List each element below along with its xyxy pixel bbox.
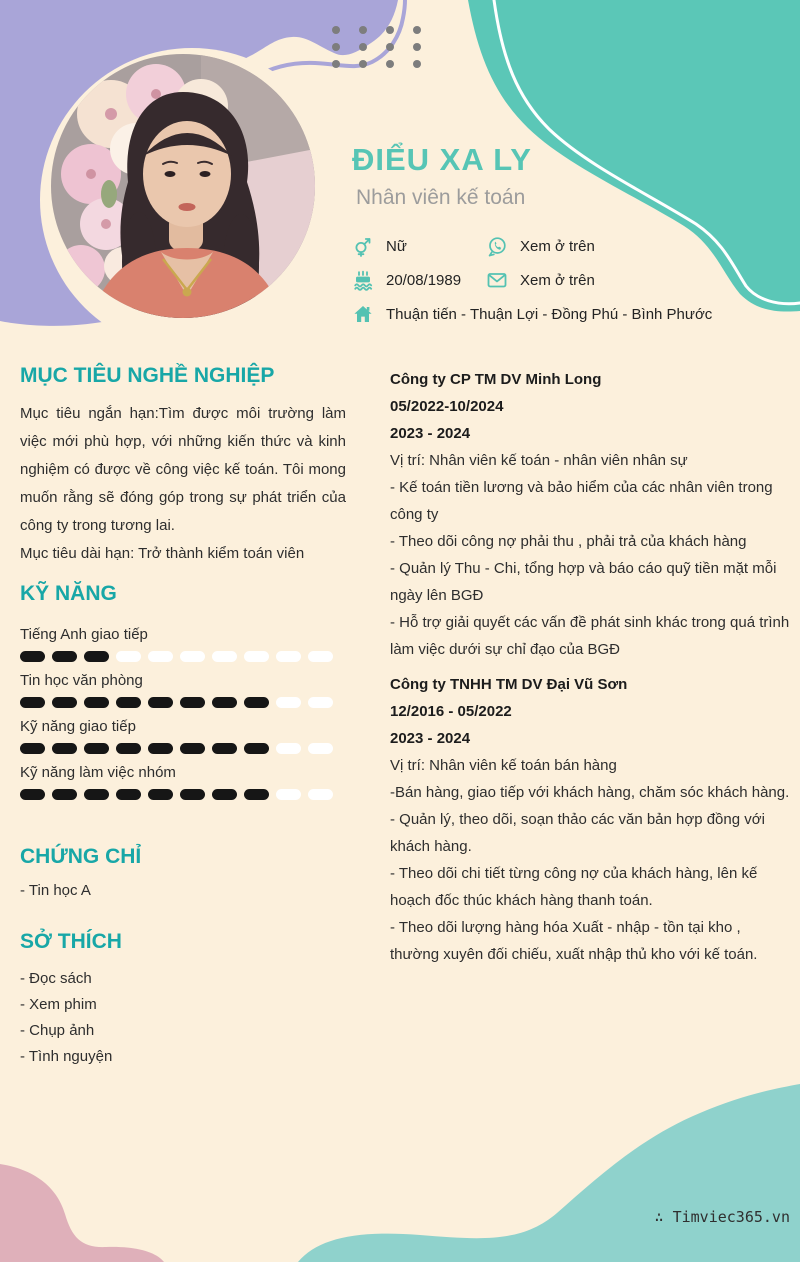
skill-level-bar	[20, 789, 346, 800]
experience-company: Công ty TNHH TM DV Đại Vũ Sơn	[390, 676, 628, 693]
skill-pill	[20, 697, 45, 708]
info-phone-label: Xem ở trên	[520, 237, 595, 255]
skill-item	[20, 625, 346, 662]
cake-icon	[352, 269, 374, 291]
skill-pill	[148, 789, 173, 800]
skills-list	[20, 625, 346, 800]
experience-period: 05/2022-10/2024	[390, 398, 504, 415]
experience-period-secondary: 2023 - 2024	[390, 730, 471, 747]
skill-pill	[276, 697, 301, 708]
pink-bottom-blob	[0, 1164, 164, 1262]
certificate-item: - Tin học A	[20, 882, 91, 899]
skill-item	[20, 671, 346, 708]
experience-position: Vị trí: Nhân viên kế toán - nhân viên nhân sự	[390, 452, 688, 469]
info-email-label: Xem ở trên	[520, 271, 595, 289]
experience-company: Công ty CP TM DV Minh Long	[390, 371, 602, 388]
skill-pill	[116, 789, 141, 800]
experience-column	[390, 366, 790, 968]
job-title: Nhân viên kế toán	[356, 186, 526, 209]
skill-pill	[212, 697, 237, 708]
skill-pill	[52, 743, 77, 754]
portrait-illustration	[51, 54, 315, 318]
skill-pill	[84, 651, 109, 662]
section-heading-hobbies: SỞ THÍCH	[20, 930, 122, 953]
skill-level-bar	[20, 651, 346, 662]
skill-pill	[308, 789, 333, 800]
skill-pill	[244, 743, 269, 754]
skill-pill	[212, 789, 237, 800]
skill-pill	[20, 789, 45, 800]
skill-pill	[52, 651, 77, 662]
section-heading-skills: KỸ NĂNG	[20, 582, 117, 605]
skill-pill	[148, 743, 173, 754]
section-heading-objective: MỤC TIÊU NGHỀ NGHIỆP	[20, 364, 275, 387]
skill-pill	[180, 651, 205, 662]
phone-icon	[486, 235, 508, 257]
teal-bottom-blob	[298, 1084, 800, 1262]
hobby-item: - Xem phim	[20, 996, 97, 1013]
skill-label: Tin học văn phòng	[20, 672, 143, 689]
skill-pill	[116, 697, 141, 708]
info-address	[352, 301, 712, 327]
skill-item	[20, 717, 346, 754]
info-birthday	[352, 267, 461, 293]
hobby-item: - Đọc sách	[20, 970, 92, 987]
info-email	[486, 267, 595, 293]
experience-entry	[390, 671, 790, 968]
left-column	[20, 362, 346, 1070]
experience-detail: - Theo dõi chi tiết từng công nợ của khách hàng, lên kế hoạch đốc thúc khách hàng thanh toán.	[390, 865, 758, 909]
experience-detail: - Hỗ trợ giải quyết các vấn đề phát sinh khác trong quá trình làm việc dưới sự chỉ đạo của BGĐ	[390, 614, 790, 658]
section-heading-certificates: CHỨNG CHỈ	[20, 845, 142, 868]
experience-detail: - Theo dõi lượng hàng hóa Xuất - nhập - tồn tại kho , thường xuyên đối chiếu, xuất nhập thủ kho với kế toán.	[390, 919, 758, 963]
site-watermark: ∴ Timviec365.vn	[654, 1208, 790, 1226]
experience-detail: - Kế toán tiền lương và bảo hiểm của các nhân viên trong công ty	[390, 479, 773, 523]
skill-pill	[84, 789, 109, 800]
gender-icon	[352, 235, 374, 257]
home-icon	[352, 303, 374, 325]
skill-pill	[180, 697, 205, 708]
skill-pill	[244, 697, 269, 708]
skill-level-bar	[20, 743, 346, 754]
hobby-item: - Tình nguyện	[20, 1048, 113, 1065]
info-phone	[486, 233, 595, 259]
experience-period: 12/2016 - 05/2022	[390, 703, 512, 720]
skill-pill	[20, 743, 45, 754]
hobby-item: - Chụp ảnh	[20, 1022, 95, 1039]
mail-icon	[486, 269, 508, 291]
skill-level-bar	[20, 697, 346, 708]
profile-photo	[51, 54, 315, 318]
skill-label: Tiếng Anh giao tiếp	[20, 626, 148, 643]
skill-pill	[84, 697, 109, 708]
info-address-label: Thuận tiến - Thuận Lợi - Đồng Phú - Bình Phước	[386, 305, 713, 323]
skill-pill	[212, 651, 237, 662]
skill-pill	[308, 743, 333, 754]
skill-pill	[148, 697, 173, 708]
candidate-name: ĐIỂU XA LY	[352, 142, 532, 177]
skill-pill	[148, 651, 173, 662]
skill-pill	[52, 697, 77, 708]
skill-pill	[308, 697, 333, 708]
certificates-list	[20, 880, 346, 902]
skill-pill	[84, 743, 109, 754]
skill-pill	[308, 651, 333, 662]
skill-pill	[180, 743, 205, 754]
info-birthday-label: 20/08/1989	[386, 271, 462, 289]
skill-pill	[116, 743, 141, 754]
experience-period-secondary: 2023 - 2024	[390, 425, 471, 442]
skill-item	[20, 763, 346, 800]
objective-long-term: Mục tiêu dài hạn: Trở thành kiểm toán viên	[20, 545, 305, 562]
experience-detail: - Theo dõi công nợ phải thu , phải trả của khách hàng	[390, 533, 747, 550]
experience-entry	[390, 366, 790, 663]
skill-pill	[276, 651, 301, 662]
info-gender-label: Nữ	[386, 237, 407, 255]
experience-detail: - Quản lý Thu - Chi, tổng hợp và báo cáo quỹ tiền mặt mỗi ngày lên BGĐ	[390, 560, 777, 604]
skill-pill	[244, 789, 269, 800]
skill-pill	[276, 789, 301, 800]
skill-pill	[244, 651, 269, 662]
skill-label: Kỹ năng làm việc nhóm	[20, 764, 176, 781]
skill-label: Kỹ năng giao tiếp	[20, 718, 136, 735]
experience-detail: - Quản lý, theo dõi, soạn thảo các văn bản hợp đồng với khách hàng.	[390, 811, 765, 855]
experience-detail: -Bán hàng, giao tiếp với khách hàng, chăm sóc khách hàng.	[390, 784, 790, 801]
skill-pill	[116, 651, 141, 662]
skill-pill	[212, 743, 237, 754]
skill-pill	[52, 789, 77, 800]
info-gender	[352, 233, 407, 259]
skill-pill	[276, 743, 301, 754]
objective-short-term: Mục tiêu ngắn hạn:Tìm được môi trường làm việc mới phù hợp, với những kiến thức và kinh nghiệm có được về công việc kế toán. Tôi mong muốn rằng sẽ đóng góp trong sự phát triển của công ty trong tương lai.	[20, 405, 346, 534]
hobbies-list	[20, 966, 346, 1070]
experience-position: Vị trí: Nhân viên kế toán bán hàng	[390, 757, 617, 774]
skill-pill	[180, 789, 205, 800]
skill-pill	[20, 651, 45, 662]
